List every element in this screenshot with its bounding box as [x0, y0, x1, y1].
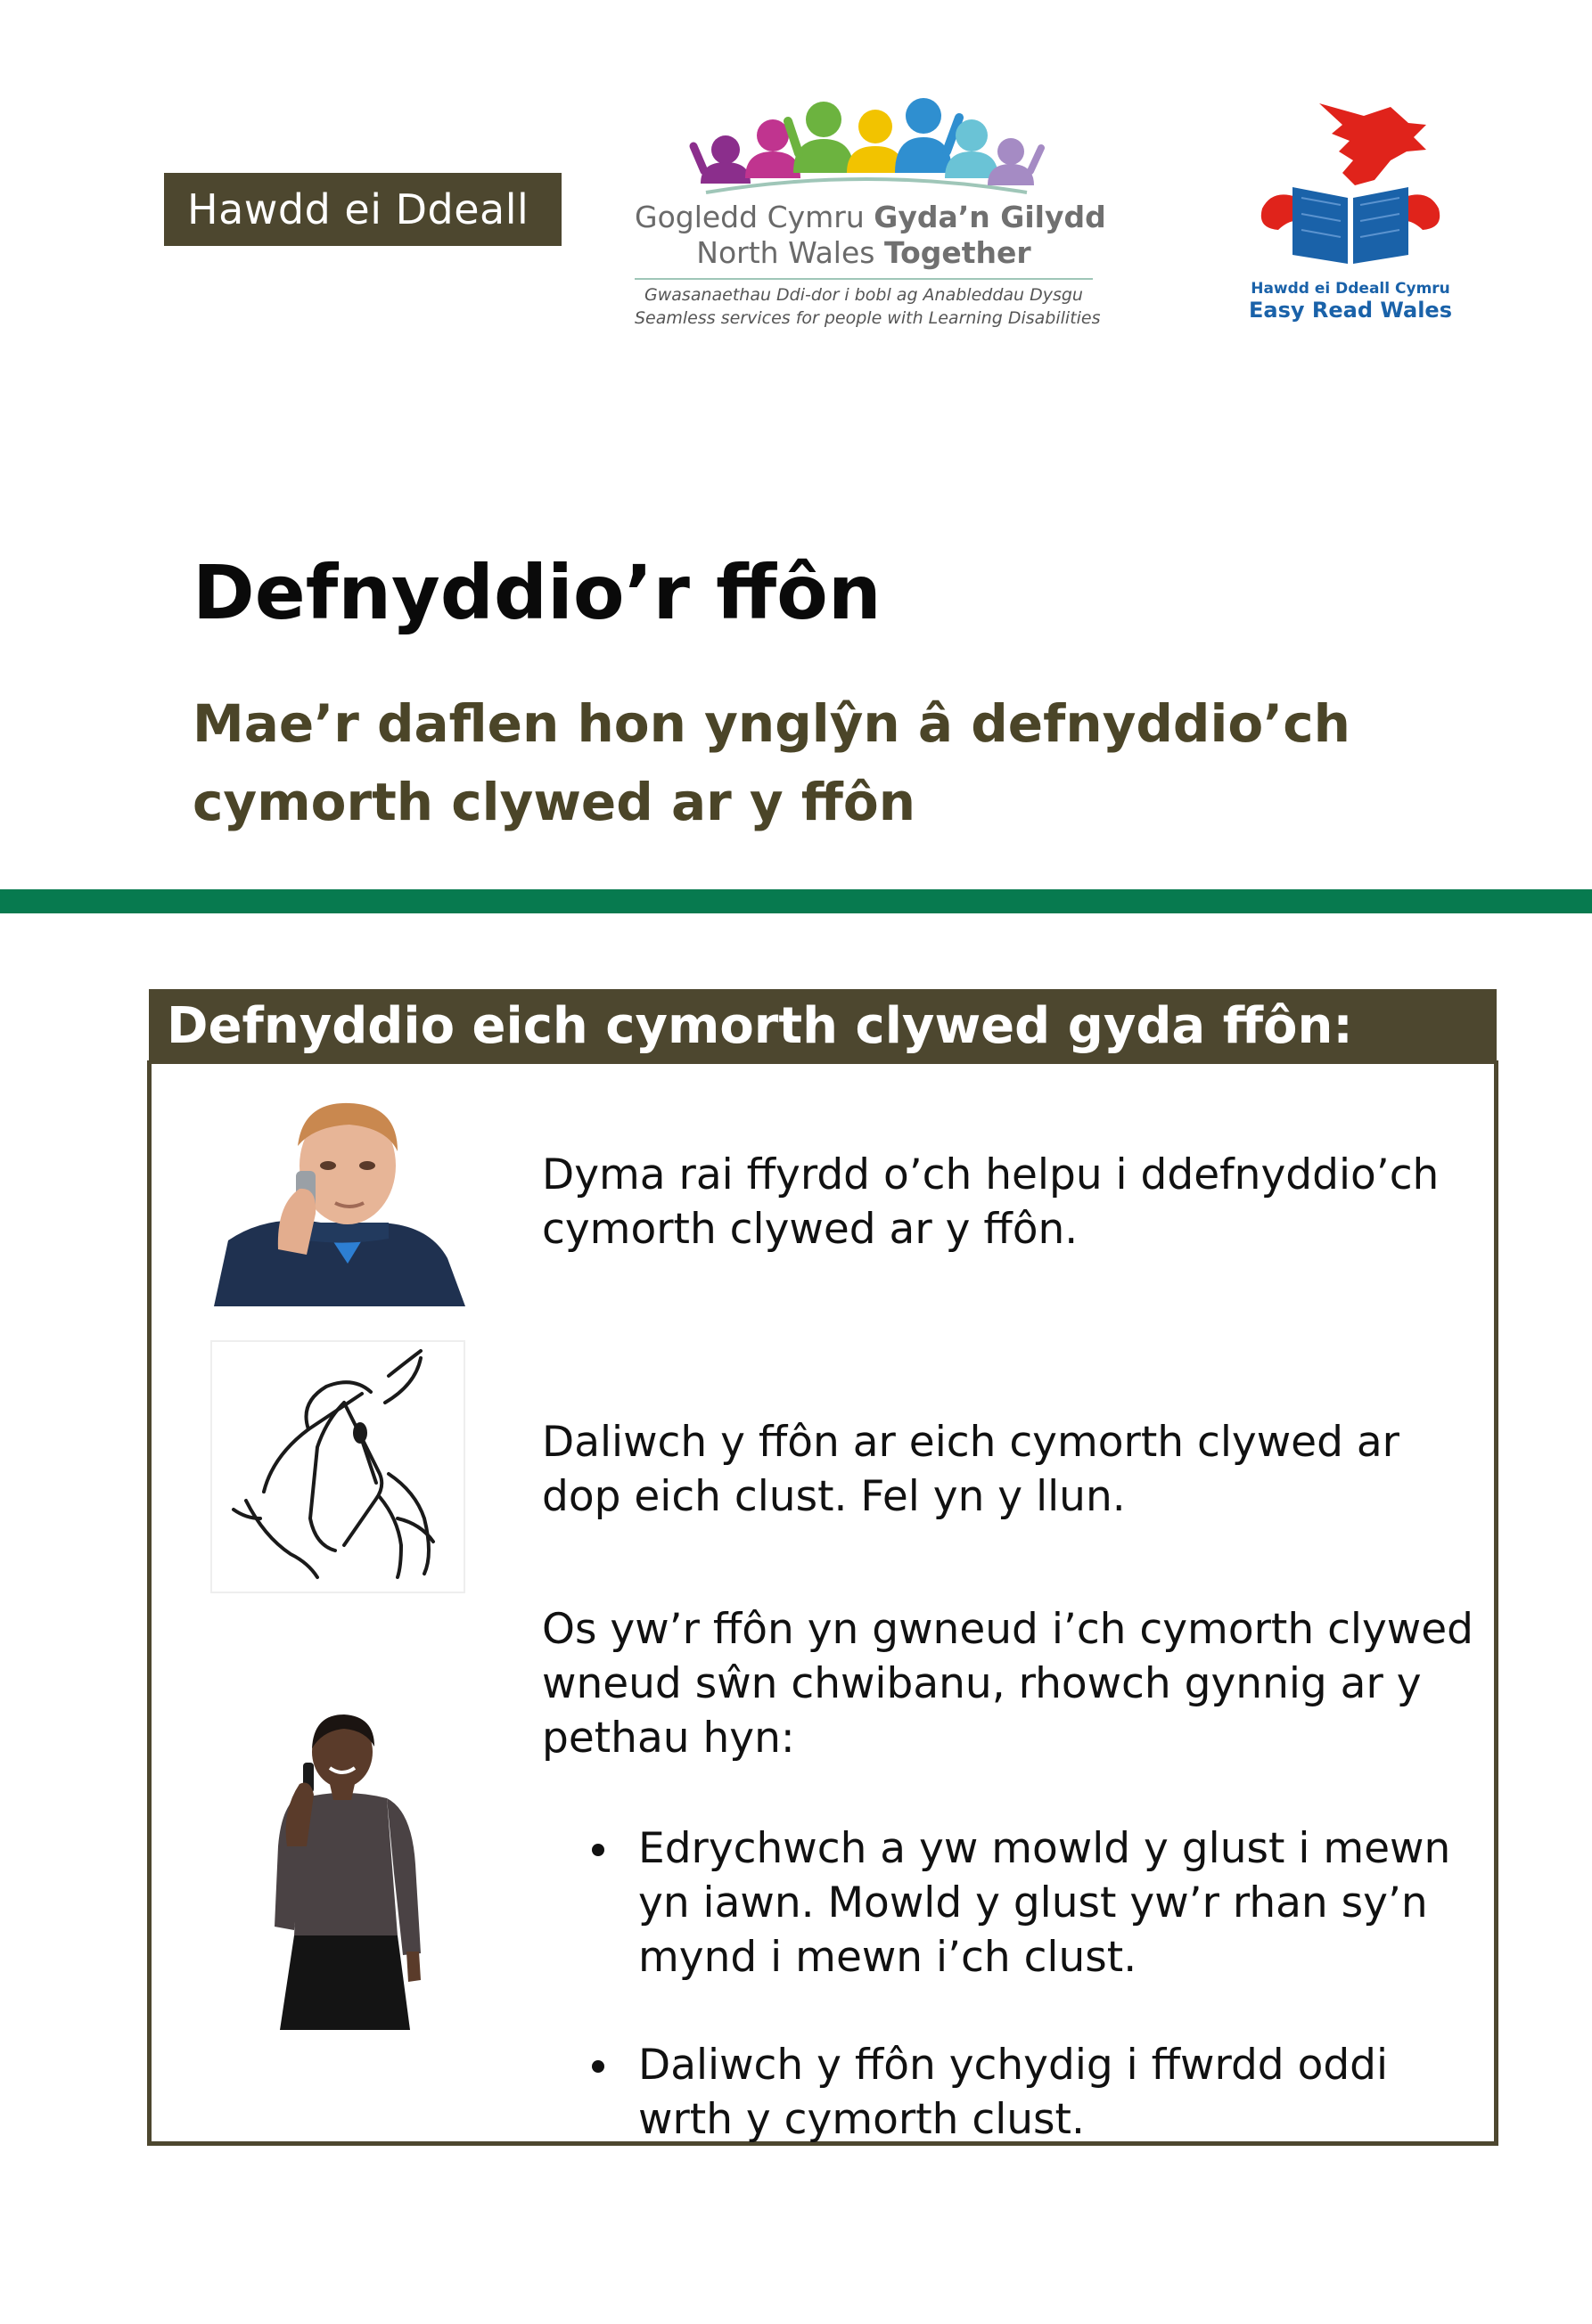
people-group-icon [688, 96, 1045, 196]
list-item-text: Edrychwch a yw mowld y glust i mewn yn iawn. Mowld y glust yw’r rhan sy’n mynd i mewn i’ch clust. [638, 1824, 1451, 1982]
tips-list [588, 1821, 1489, 2147]
easy-read-wales-logo [1248, 98, 1453, 330]
section-divider [0, 889, 1592, 913]
whistling-paragraph: Os yw’r ffôn yn gwneud i’ch cymorth clywed wneud sŵn chwibanu, rhowch gynnig ar y pethau hyn: [542, 1605, 1473, 1763]
logo-tagline-english: Seamless services for people with Learning Disabilities [635, 308, 1101, 328]
logo-divider [635, 278, 1093, 280]
page-subtitle: Mae’r daflen hon ynglŷn â defnyddio’ch cymorth clywed ar y ffôn [193, 693, 1350, 832]
woman-on-phone-photo [255, 1713, 431, 2030]
logo-english-text: Easy Read Wales [1249, 298, 1452, 323]
north-wales-together-logo [635, 96, 1106, 337]
dragon-book-icon [1257, 98, 1444, 276]
bullet-icon [592, 1844, 604, 1856]
section-heading: Defnyddio eich cymorth clywed gyda ffôn: [149, 989, 1497, 1064]
logo-tagline-welsh: Gwasanaethau Ddi-dor i bobl ag Anableddau Dysgu [644, 285, 1083, 305]
phone-to-ear-drawing [210, 1340, 465, 1593]
list-item-text: Daliwch y ffôn ychydig i ffwrdd oddi wrth y cymorth clust. [638, 2041, 1389, 2144]
logo-welsh-name: Gogledd Cymru Gyda’n Gilydd [635, 200, 1106, 234]
easy-read-badge: Hawdd ei Ddeall [164, 173, 562, 246]
bullet-icon [592, 2060, 604, 2073]
list-item [588, 2038, 1489, 2147]
page-title: Defnyddio’r ffôn [193, 549, 882, 636]
list-item [588, 1821, 1489, 1984]
logo-english-name: North Wales Together [696, 235, 1031, 270]
hold-phone-paragraph: Daliwch y ffôn ar eich cymorth clywed ar dop eich clust. Fel yn y llun. [542, 1418, 1399, 1521]
intro-paragraph: Dyma rai ffyrdd o’ch helpu i ddefnyddio’ch cymorth clywed ar y ffôn. [542, 1150, 1440, 1254]
man-on-phone-photo [214, 1089, 465, 1306]
logo-welsh-text: Hawdd ei Ddeall Cymru [1251, 280, 1450, 298]
